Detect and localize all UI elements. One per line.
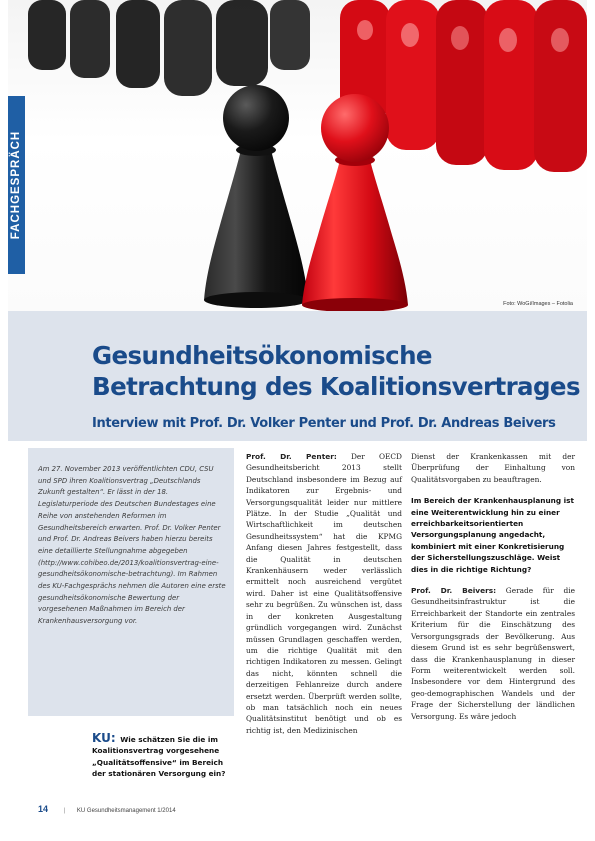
section-tab (8, 96, 25, 274)
article-title (92, 340, 580, 402)
game-pieces-illustration (8, 0, 587, 311)
question-2: Im Bereich der Krankenhausplanung ist eine Weiterentwicklung hin zu einer erreichbarkeitsorientierten Versorgungsplanung angedacht, kombiniert mit einer Konkretisierung der Sicherstellungszuschläge. Weist dies in die richtige Richtung? (411, 496, 574, 574)
section-tab-label: FACHGESPRÄCH (10, 130, 23, 240)
journal-name: KU Gesundheitsmanagement 1/2014 (76, 808, 176, 814)
body-column-right (411, 451, 575, 732)
black-game-piece (204, 85, 308, 308)
answer-penter-text: Der OECD Gesundheitsbericht 2013 stellt Deutschland insbesondere im Bezug auf Indikatoren zur Ergebnis- und Versorgungsqualität leider nur mittlere Plätze. In der Studie „Qualität und Wirtschaftlichkeit im deutschen Gesundheitssystem“ hat die KPMG Anfang diesen Jahres festgestellt, dass die Qualität in deutschen Krankenhäusern weder verlässlich ermittelt noch ausreichend vergütet wird. Daher ist eine Qualitätsoffensive sehr zu begrüßen. Zu wünschen ist, dass in der konkreten Ausgestaltung gründlich vorgegangen wird. Zunächst müssen Grundlagen geschaffen werden, um die richtige Qualität mit den richtigen Indikatoren zu messen. Gelingt das nicht, könnten schnell die derzeitigen Fehlanreize durch andere ersetzt werden. Überprüft werden sollte, ob man tatsächlich noch ein neues Qualitätsinstitut benötigt und ob es richtig ist, den Medizinischen (246, 452, 402, 735)
question-1 (92, 733, 236, 779)
photo-credit: Foto: WoGi/Images – Fotolia (503, 301, 573, 307)
footer-separator: | (63, 808, 66, 814)
intro-box (28, 448, 234, 716)
body-column-middle (246, 451, 402, 746)
answer-penter (246, 451, 402, 736)
answer-beivers-text: Gerade für die Gesundheitsinfrastruktur ist die Erreichbarkeit der Standorte ein zentrales Kriterium für die Einschätzung des Versorgungsgrads der Bevölkerung. Aus diesem Grund ist es sehr begrüßenswert, dass die Krankenhausplanung in dieser Form weiterentwickelt werden soll. Insbesondere vor dem Hintergrund des geo-demographischen Wandels und der Frage der Sicherstellung der ländlichen Versorgung. Es wäre jedoch (411, 586, 575, 721)
speaker-beivers: Prof. Dr. Beivers: (411, 586, 497, 596)
article-title-line-1: Gesundheitsökonomische (92, 341, 432, 370)
article-subtitle: Interview mit Prof. Dr. Volker Penter und Prof. Dr. Andreas Beivers (92, 416, 556, 431)
article-title-line-2: Betrachtung des Koalitionsvertrages (92, 372, 580, 401)
page-number: 14 (38, 804, 49, 814)
question-prefix: KU: (92, 731, 116, 745)
question-1-text: Wie schätzen Sie die im Koalitionsvertrag vorgesehene „Qualitätsoffensive“ im Bereich der stationären Versorgung ein? (92, 735, 226, 778)
answer-continuation: Dienst der Krankenkassen mit der Überprüfung der Einhaltung von Qualitätsvorgaben zu beauftragen. (411, 452, 575, 484)
page-footer (38, 804, 176, 814)
header-photo (8, 0, 587, 311)
speaker-penter: Prof. Dr. Penter: (246, 452, 337, 461)
intro-text: Am 27. November 2013 veröffentlichten CDU, CSU und SPD ihren Koalitionsvertrag „Deutschlands Zukunft gestalten“. Er lässt in der 18. Legislaturperiode des Deutschen Bundestages eine Reihe von anstehenden Reformen im Gesundheitsbereich erwarten. Prof. Dr. Volker Penter und Prof. Dr. Andreas Beivers haben hierzu bereits eine detaillierte Stellungnahme abgegeben (http://www.cohibeo.de/2013/koalitionsvertrag-eine-gesundheitsökonomische-betrachtung). Im Rahmen des KU-Fachgesprächs nehmen die Autoren eine erste gesundheitsökonomische Bewertung der vorgesehenen Maßnahmen im Bereich der Krankenhausversorgung vor. (38, 465, 226, 626)
answer-beivers (411, 585, 575, 722)
background-black-pieces (28, 0, 310, 96)
